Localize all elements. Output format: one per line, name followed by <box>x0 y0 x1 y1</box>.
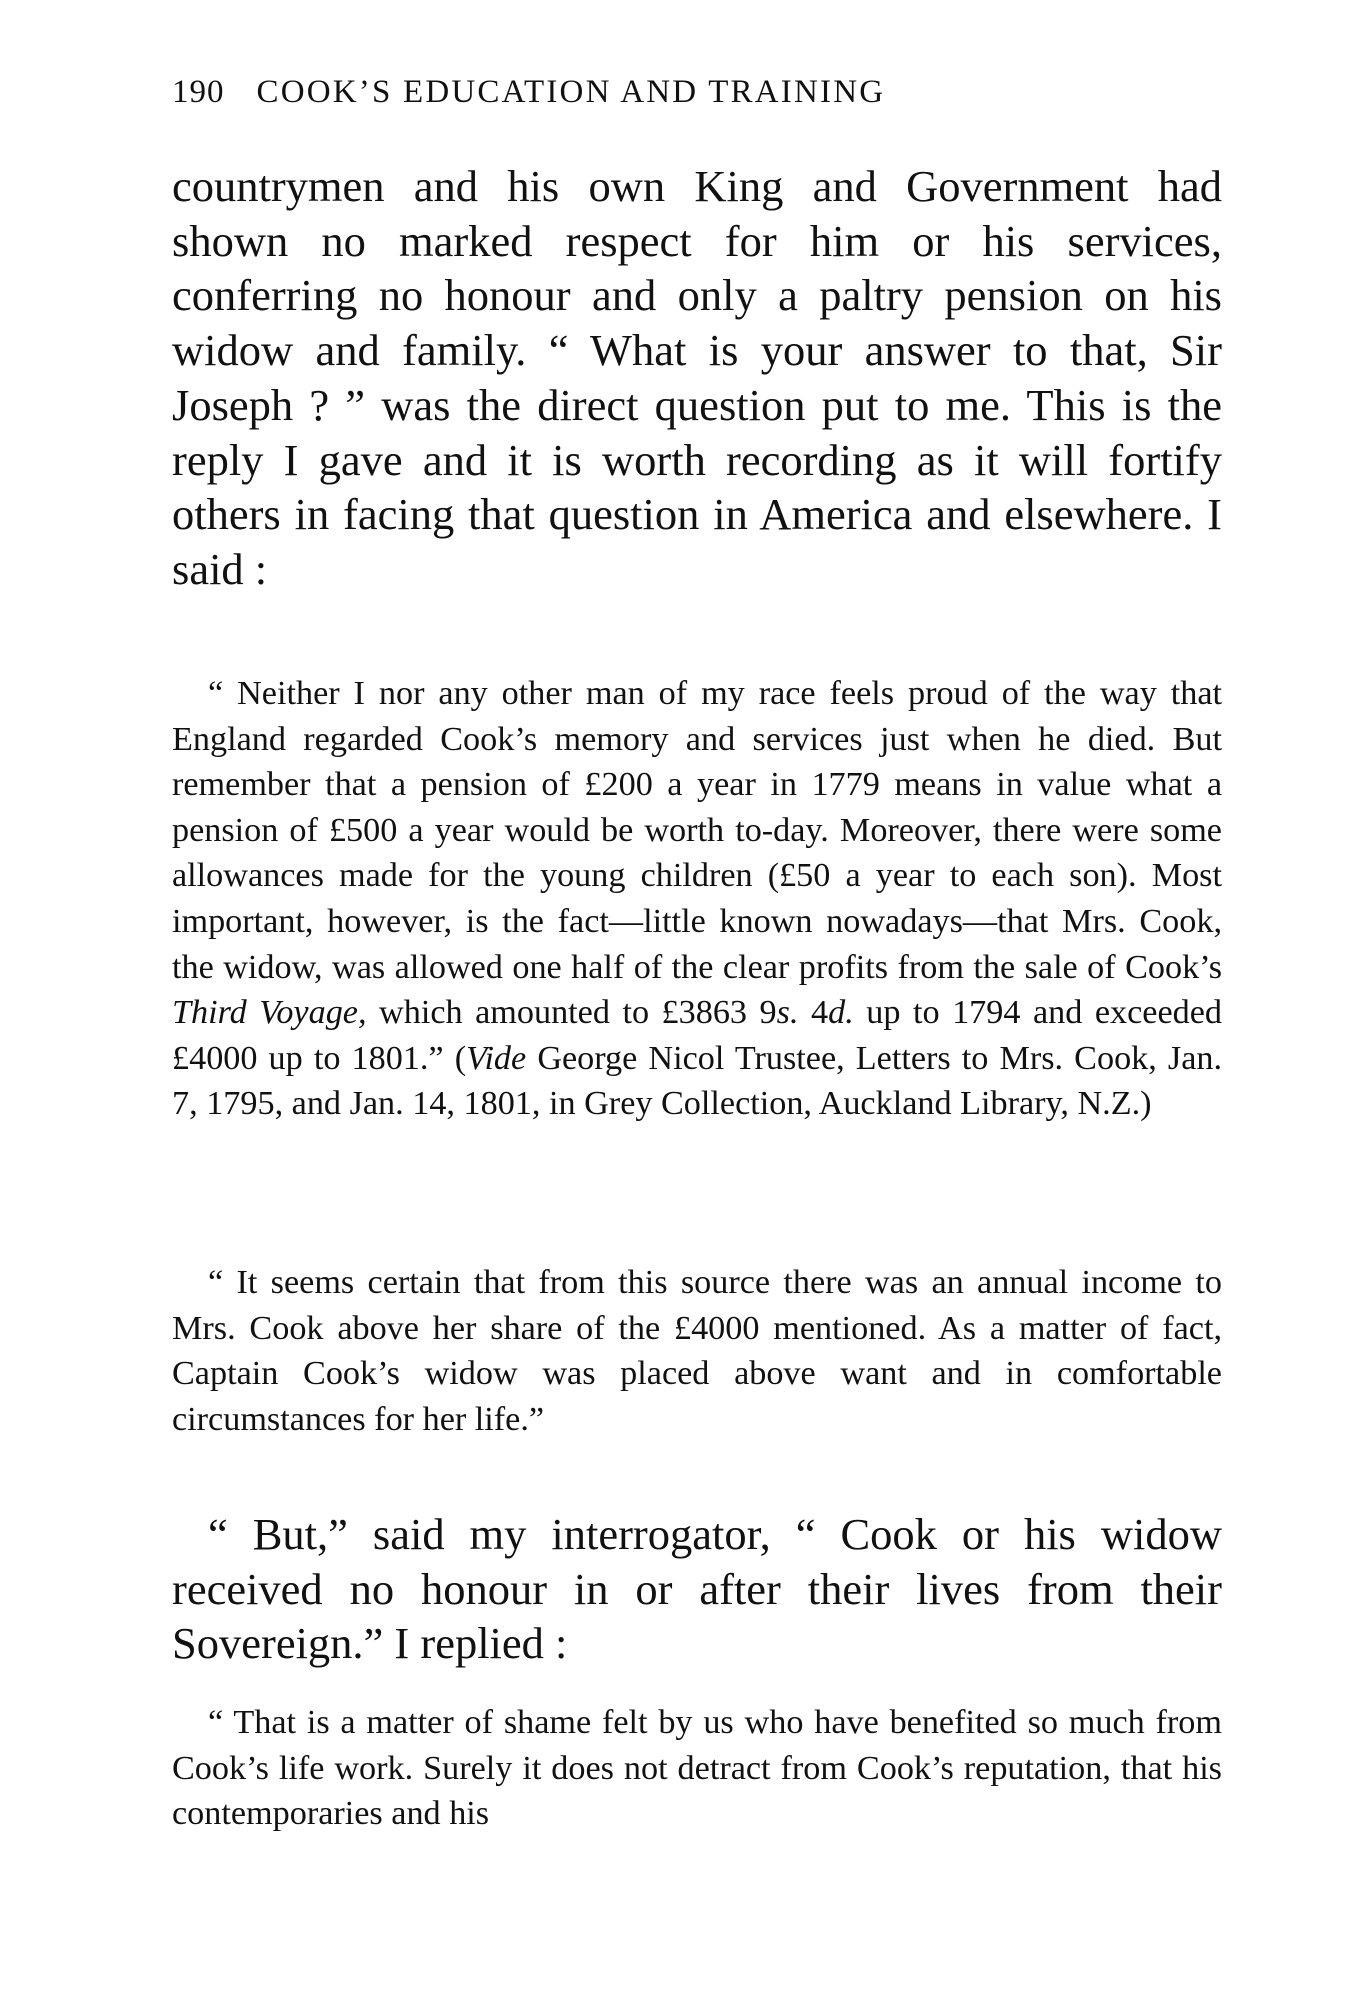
quote-block-2 <box>172 1260 1222 1442</box>
quote-1-pence: d. <box>828 994 854 1032</box>
quote-1-shillings: s. <box>776 994 799 1032</box>
paragraph-2-text: “ But,” said my interrogator, “ Cook or his widow received no honour in or after their lives from their Sovereign.” I replied : <box>172 1509 1222 1669</box>
paragraph-1-text: countrymen and his own King and Government had shown no marked respect for him or his services, conferring no honour and only a paltry pension on his widow and family. “ What is your answer to that, Sir Joseph ? ” was the direct question put to me. This is the reply I gave and it is worth recording as it will fortify others in facing that question in America and elsewhere. I said : <box>172 161 1222 594</box>
quote-2-text: “ It seems certain that from this source there was an annual income to Mrs. Cook above her share of the £4000 mentioned. As a matter of fact, Captain Cook’s widow was placed above want and in comfortable circumstances for her life.” <box>172 1264 1222 1438</box>
quote-1-part3: 4 <box>811 994 829 1032</box>
running-title: COOK’S EDUCATION AND TRAINING <box>256 74 886 110</box>
quote-1-vide: Vide <box>466 1039 527 1077</box>
quote-1-text <box>172 671 1222 1127</box>
running-header <box>172 74 885 111</box>
quote-1-part2: which amounted to £3863 9 <box>379 994 777 1032</box>
quote-1-part5: George Nicol Trustee, Letters to Mrs. Cook, Jan. 7, 1795, and Jan. 14, 1801, in Grey Collection, Auckland Library, N.Z.) <box>172 1039 1223 1123</box>
paragraph-2 <box>172 1507 1222 1671</box>
quote-1-part4: up to 1794 and exceeded £4000 up to 1801.” ( <box>172 994 1222 1077</box>
quote-1-part1: “ Neither I nor any other man of my race feels proud of the way that England regarded Cook’s memory and services just when he died. But remember that a pension of £200 a year in 1779 means in value what a pension of £500 a year would be worth to-day. Moreover, there were some allowances made for the young children (£50 a year to each son). Most important, however, is the fact—little known nowadays—that Mrs. Cook, the widow, was allowed one half of the clear profits from the sale of Cook’s <box>172 675 1222 986</box>
quote-block-1 <box>172 671 1222 1127</box>
page-number: 190 <box>172 74 225 110</box>
quote-3-text: “ That is a matter of shame felt by us who have benefited so much from Cook’s life work. Surely it does not detract from Cook’s reputation, that his contemporaries and his <box>172 1704 1222 1833</box>
quote-1-italic-title: Third Voyage, <box>172 994 367 1032</box>
paragraph-1 <box>172 159 1222 597</box>
quote-block-3 <box>172 1700 1222 1837</box>
